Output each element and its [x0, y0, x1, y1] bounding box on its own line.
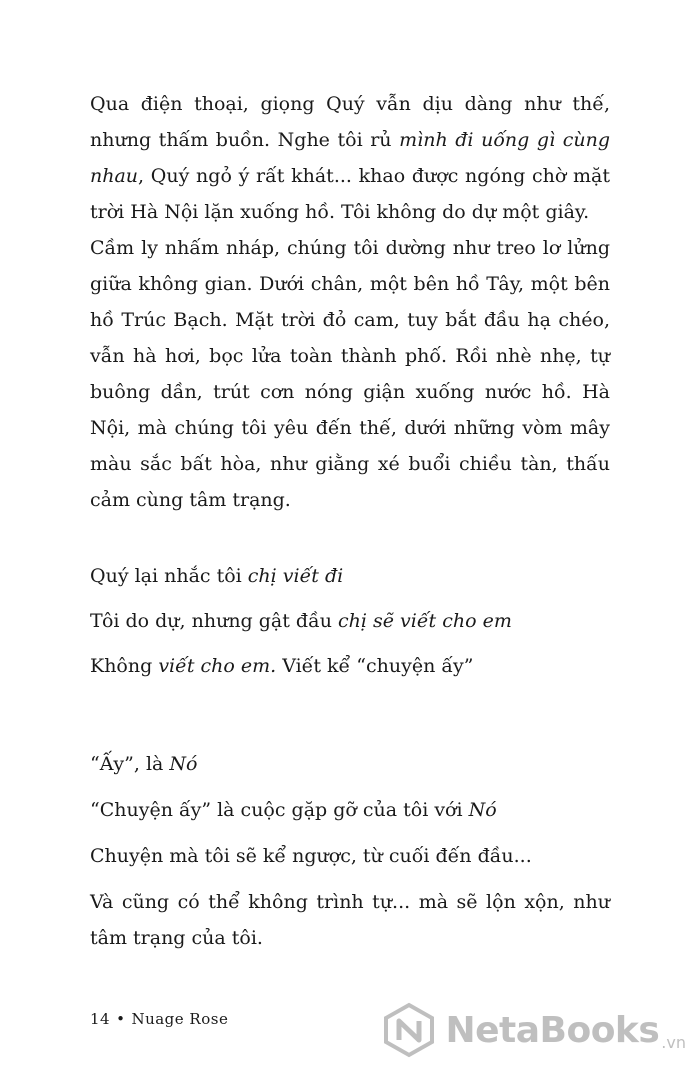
netabooks-logo-icon — [381, 1002, 437, 1058]
footer-separator: • — [116, 1010, 126, 1028]
line-6: Chuyện mà tôi sẽ kể ngược, từ cuối đến đầu... — [90, 845, 532, 867]
paragraph-1: Qua điện thoại, giọng Quý vẫn dịu dàng như thế, nhưng thấm buồn. Nghe tôi rủ mình đi uống gì cùng nhau, Quý ngỏ ý rất khát... khao được ngóng chờ mặt trời Hà Nội lặn xuống hồ. Tôi không do dự một giây. — [90, 93, 610, 223]
line-2: Tôi do dự, nhưng gật đầu chị sẽ viết cho em — [90, 610, 512, 632]
line-5: “Chuyện ấy” là cuộc gặp gỡ của tôi với Nó — [90, 799, 497, 821]
italic-phrase: mình đi uống gì cùng nhau — [90, 129, 610, 187]
paragraph-3: Và cũng có thể không trình tự... mà sẽ lộn xộn, như tâm trạng của tôi. — [90, 891, 610, 949]
watermark-suffix: .vn — [661, 1033, 686, 1052]
line-4: “Ấy”, là Nó — [90, 753, 198, 775]
watermark — [381, 1002, 686, 1058]
page-number: 14 — [90, 1010, 111, 1028]
book-title: Nuage Rose — [131, 1010, 229, 1028]
line-1: Quý lại nhắc tôi chị viết đi — [90, 565, 344, 587]
line-3: Không viết cho em. Viết kể “chuyện ấy” — [90, 655, 474, 677]
watermark-brand: NetaBooks — [445, 1009, 660, 1051]
paragraph-2: Cầm ly nhấm nháp, chúng tôi dường như treo lơ lửng giữa không gian. Dưới chân, một bên hồ Tây, một bên hồ Trúc Bạch. Mặt trời đỏ cam, tuy bắt đầu hạ chéo, vẫn hà hơi, bọc lửa toàn thành phố. Rồi nhè nhẹ, tự buông dần, trút cơn nóng giận xuống nước hồ. Hà Nội, mà chúng tôi yêu đến thế, dưới những vòm mây màu sắc bất hòa, như giằng xé buổi chiều tàn, thấu cảm cùng tâm trạng. — [90, 237, 610, 511]
page-footer — [90, 1010, 228, 1028]
